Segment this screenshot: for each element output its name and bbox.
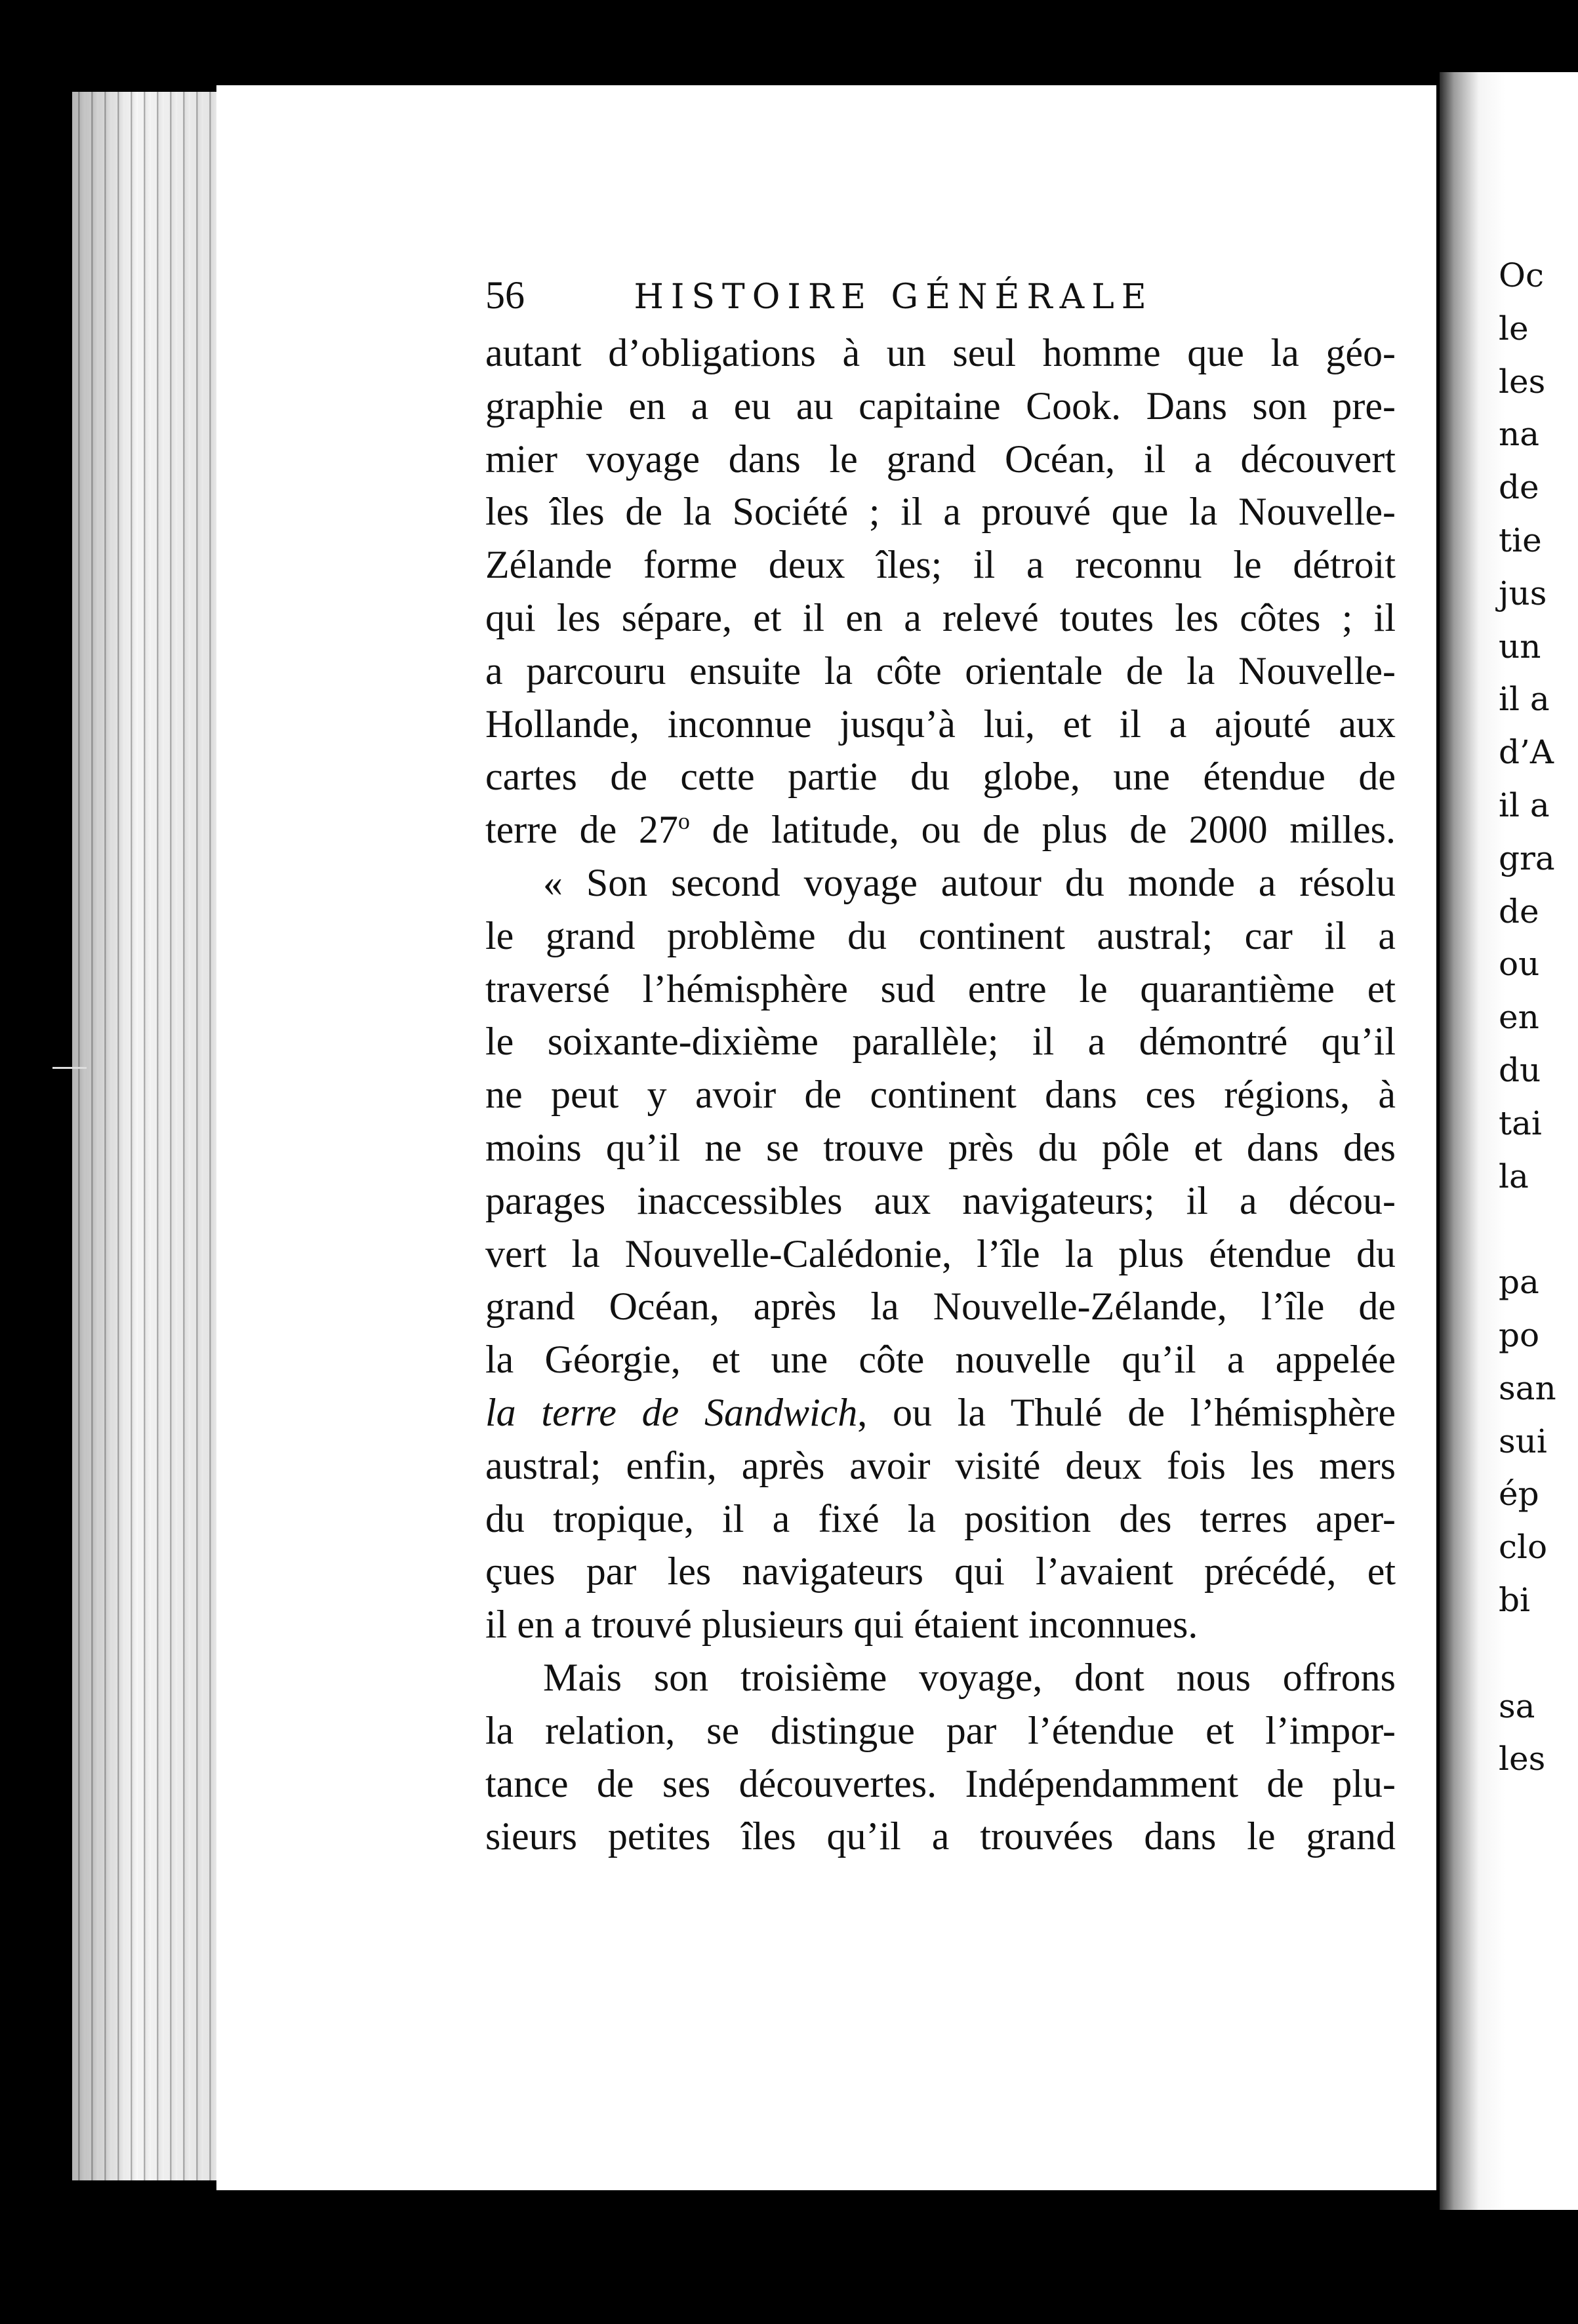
text-line: çues par les navigateurs qui l’avaient précédé, et [485, 1550, 1396, 1593]
facing-page-line: tie [1499, 521, 1542, 559]
facing-page-line: il a [1499, 680, 1550, 719]
text-line: autant d’obligations à un seul homme que la géo- [485, 331, 1396, 374]
running-head [485, 275, 1154, 315]
text-line: du tropique, il a fixé la position des terres aper- [485, 1496, 1396, 1540]
text-line: le soixante-dixième parallèle; il a démontré qu’il [485, 1020, 1396, 1064]
facing-page-line: sa [1499, 1687, 1535, 1725]
margin-mark [52, 1067, 87, 1069]
facing-page-line: d’A [1499, 733, 1554, 772]
latitude-text-before: terre de 27 [485, 808, 678, 852]
facing-page-line: tai [1499, 1104, 1542, 1142]
facing-page-line: jus [1499, 574, 1547, 612]
text-line: a parcouru ensuite la côte orientale de la Nouvelle- [485, 649, 1396, 692]
page-number: 56 [485, 273, 525, 317]
facing-page-line: po [1499, 1316, 1540, 1354]
facing-page-line: les [1499, 1740, 1546, 1778]
facing-page-line: un [1499, 627, 1541, 666]
facing-page-line: na [1499, 415, 1540, 454]
text-line: graphie en a eu au capitaine Cook. Dans son pre- [485, 384, 1396, 428]
text-line: grand Océan, après la Nouvelle-Zélande, l’île de [485, 1285, 1396, 1329]
facing-page-line: sui [1499, 1422, 1547, 1460]
text-line: qui les sépare, et il en a relevé toutes les côtes ; il [485, 595, 1396, 639]
text-line: tance de ses découvertes. Indépendamment de plu- [485, 1761, 1396, 1805]
latitude-text-after: de latitude, ou de plus de 2000 milles. [689, 808, 1396, 852]
facing-page-line: du [1499, 1051, 1541, 1089]
text-line: parages inaccessibles aux navigateurs; il a décou- [485, 1178, 1396, 1222]
text-line: traversé l’hémisphère sud entre le quarantième et [485, 967, 1396, 1011]
text-line: cartes de cette partie du globe, une étendue de [485, 755, 1396, 799]
text-line: Mais son troisième voyage, dont nous offrons [543, 1655, 1396, 1699]
text-line: moins qu’il ne se trouve près du pôle et dans des [485, 1125, 1396, 1169]
page-edges-shadow [72, 92, 230, 2180]
degree-sign: o [678, 808, 690, 835]
facing-page-line: la [1499, 1157, 1529, 1195]
text-line: Zélande forme deux îles; il a reconnu le détroit [485, 543, 1396, 587]
facing-page-line: le [1499, 309, 1529, 348]
italic-place-name: la terre de Sandwich [485, 1390, 858, 1434]
facing-page [1440, 72, 1578, 2210]
facing-page-line: gra [1499, 839, 1555, 877]
facing-page-line: clo [1499, 1528, 1548, 1567]
sandwich-text-after: , ou la Thulé de l’hémisphère [857, 1390, 1396, 1434]
text-line: le grand problème du continent austral; car il a [485, 913, 1396, 957]
facing-page-line: san [1499, 1369, 1556, 1407]
text-line: « Son second voyage autour du monde a résolu [543, 860, 1396, 904]
facing-page-line: bi [1499, 1581, 1530, 1619]
sandwich-line [485, 1386, 1396, 1439]
text-line: vert la Nouvelle-Calédonie, l’île la plus étendue du [485, 1232, 1396, 1275]
facing-page-line: de [1499, 468, 1539, 507]
facing-page-line: il a [1499, 786, 1550, 824]
facing-page-line: ép [1499, 1475, 1539, 1513]
facing-page-line: Oc [1499, 256, 1544, 294]
text-line: mier voyage dans le grand Océan, il a découvert [485, 437, 1396, 481]
facing-page-line: ou [1499, 945, 1540, 984]
running-title: HISTOIRE GÉNÉRALE [634, 277, 1154, 317]
facing-page-line: les [1499, 362, 1546, 401]
text-line: les îles de la Société ; il a prouvé que la Nouvelle- [485, 490, 1396, 534]
latitude-line [485, 803, 1396, 856]
body-text [485, 327, 1396, 1863]
facing-page-line: de [1499, 892, 1539, 931]
text-line: austral; enfin, après avoir visité deux fois les mers [485, 1443, 1396, 1487]
text-line: sieurs petites îles qu’il a trouvées dans le grand [485, 1814, 1396, 1858]
text-line: ne peut y avoir de continent dans ces régions, à [485, 1073, 1396, 1117]
text-line: Hollande, inconnue jusqu’à lui, et il a ajouté aux [485, 702, 1396, 746]
text-line: il en a trouvé plusieurs qui étaient inconnues. [485, 1603, 1198, 1647]
text-line: la relation, se distingue par l’étendue et l’impor- [485, 1708, 1396, 1752]
text-line: la Géorgie, et une côte nouvelle qu’il a appelée [485, 1338, 1396, 1382]
facing-page-line: en [1499, 998, 1539, 1037]
facing-page-line: pa [1499, 1263, 1539, 1302]
